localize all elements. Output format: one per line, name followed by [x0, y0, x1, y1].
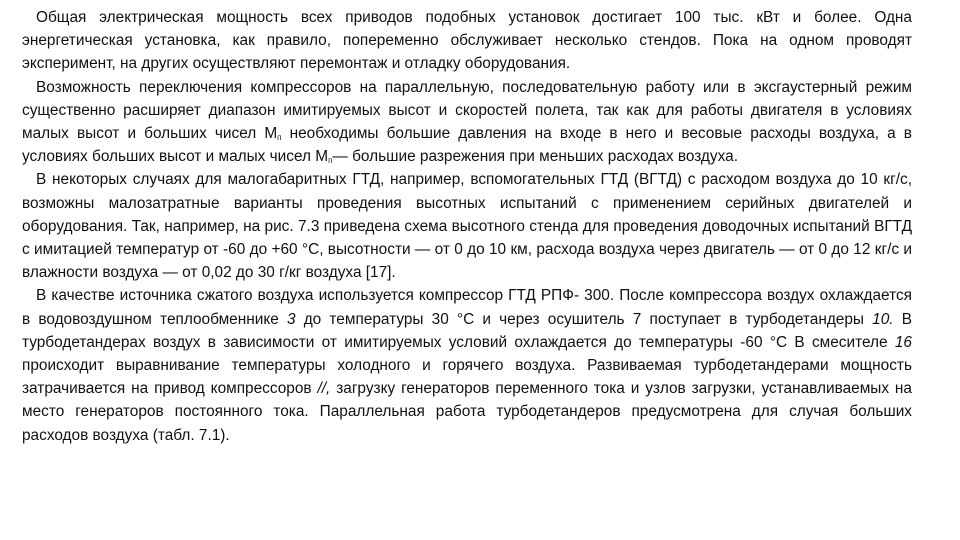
text-run: — большие разрежения при меньших расходах воздуха. [332, 148, 738, 166]
subscript-text: п [328, 156, 333, 166]
text-run: загрузку генераторов переменного тока и узлов загрузки, устанавливаемых на место генераторов постоянного тока. Параллельная работа турбодетандеров предусмотрена для случая больших расходов воздуха (табл. 7.1). [22, 380, 912, 444]
paragraph [22, 6, 912, 76]
document-page [22, 6, 912, 447]
text-run: Возможность переключения компрессоров на параллельную, последовательную работу или в эксгаустерный режим существенно расширяет диапазон имитируемых высот и скоростей полета, так как для работы двигателя в условиях малых высот и больших чисел М [22, 78, 912, 143]
text-run: В качестве источника сжатого воздуха используется компрессор ГТД РПФ- 300. После компрессора воздух охлаждается в водовоздушном теплообменнике [22, 287, 912, 328]
text-run: необходимы большие давления на входе в него и весовые расходы воздуха, а в условиях больших высот и малых чисел М [22, 125, 912, 166]
text-run: В некоторых случаях для малогабаритных ГТД, например, вспомогательных ГТД (ВГТД) с расходом воздуха до 10 кг/с, возможны малозатратные варианты проведения высотных испытаний с применением серийных двигателей и оборудования. Так, например, на рис. 7.3 приведена схема высотного стенда для проведения доводочных испытаний ВГТД с имитацией температур от -60 до +60 °С, высотности — от 0 до 10 км, расхода воздуха через двигатель — от 0 до 12 кг/с и влажности воздуха — от 0,02 до 30 г/кг воздуха [17]. [22, 171, 912, 282]
paragraph [22, 284, 912, 446]
subscript-text: п [277, 133, 282, 143]
paragraph [22, 168, 912, 284]
italic-reference: //, [317, 380, 331, 398]
paragraph [22, 76, 912, 169]
italic-reference: 10. [872, 310, 894, 328]
text-run: Общая электрическая мощность всех приводов подобных установок достигает 100 тыс. кВт и более. Одна энергетическая установка, как правило, попеременно обслуживает несколько стендов. Пока на одном проводят эксперимент, на других осуществляют перемонтаж и отладку оборудования. [22, 9, 912, 73]
text-run: до температуры 30 °С и через осушитель 7 поступает в турбодетандеры [295, 310, 873, 328]
text-run: происходит выравнивание температуры холодного и горячего воздуха. Развиваемая турбодетандерами мощность затрачивается на привод компрессоров [22, 357, 912, 398]
italic-reference: 16 [894, 333, 912, 351]
text-run: В турбодетандерах воздух в зависимости от имитируемых условий охлаждается до температуры -60 °С В смесителе [22, 310, 913, 351]
italic-reference: 3 [286, 310, 296, 328]
